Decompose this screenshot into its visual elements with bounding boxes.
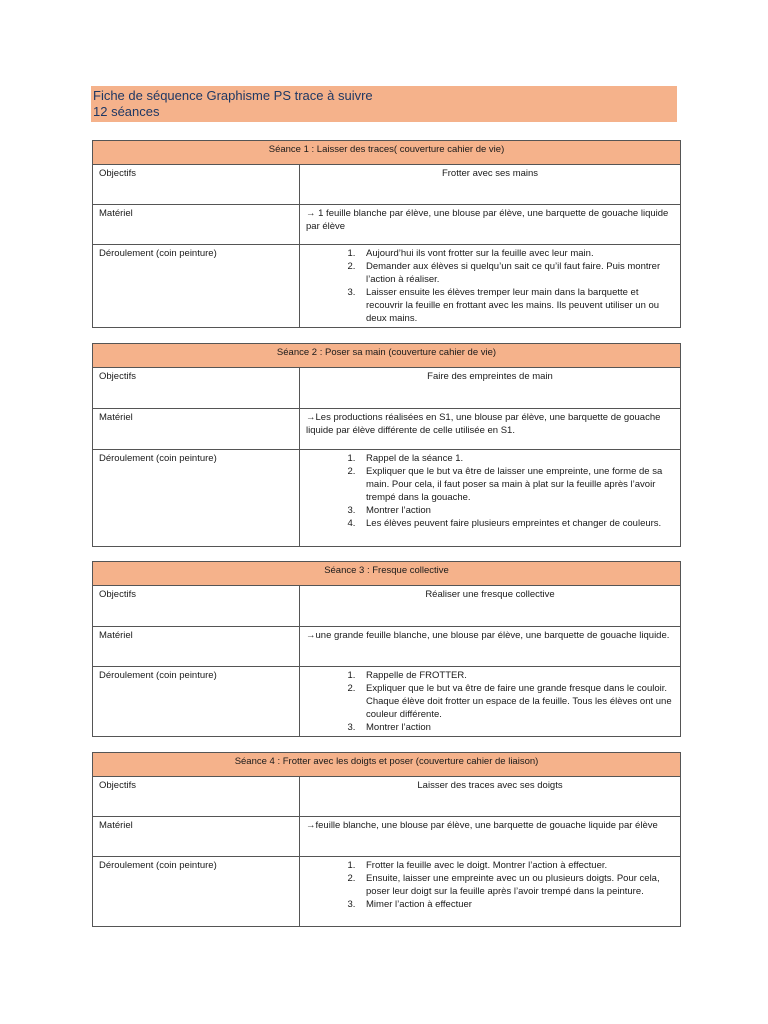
deroulement-steps <box>300 667 681 737</box>
seance-table-4 <box>92 752 681 927</box>
deroulement-steps <box>300 245 681 328</box>
step-item: 3. Laisser ensuite les élèves tremper leur main dans la barquette et recouvrir la feuille en frottant avec les mains. Ils peuvent utiliser un ou deux mains. <box>358 286 674 325</box>
materiel-label: Matériel <box>93 817 300 857</box>
seance-title: Séance 1 : Laisser des traces( couverture cahier de vie) <box>93 141 681 165</box>
materiel-label: Matériel <box>93 409 300 450</box>
document-title: Fiche de séquence Graphisme PS trace à suivre <box>93 88 373 103</box>
step-item: 2. Ensuite, laisser une empreinte avec un ou plusieurs doigts. Pour cela, poser leur doigt sur la feuille après l’avoir trempé dans la peinture. <box>358 872 674 898</box>
step-item: 2. Expliquer que le but va être de faire une grande fresque dans le couloir. Chaque élève doit frotter un espace de la feuille. Tous les élèves ont une couleur différente. <box>358 682 674 721</box>
objectif-value: Réaliser une fresque collective <box>300 586 681 627</box>
deroulement-steps <box>300 450 681 547</box>
objectif-value: Faire des empreintes de main <box>300 368 681 409</box>
step-item: 1. Rappel de la séance 1. <box>358 452 674 465</box>
seance-title: Séance 2 : Poser sa main (couverture cahier de vie) <box>93 344 681 368</box>
seance-table-2 <box>92 343 681 547</box>
document-title-box <box>91 86 677 122</box>
deroulement-label: Déroulement (coin peinture) <box>93 245 300 328</box>
document-subtitle: 12 séances <box>93 104 160 119</box>
materiel-value: →une grande feuille blanche, une blouse par élève, une barquette de gouache liquide. <box>300 627 681 667</box>
deroulement-label: Déroulement (coin peinture) <box>93 667 300 737</box>
seance-title: Séance 4 : Frotter avec les doigts et poser (couverture cahier de liaison) <box>93 753 681 777</box>
deroulement-steps <box>300 857 681 927</box>
objectif-value: Laisser des traces avec ses doigts <box>300 777 681 817</box>
seance-title: Séance 3 : Fresque collective <box>93 562 681 586</box>
step-item: 3. Mimer l’action à effectuer <box>358 898 674 911</box>
step-item: 2. Demander aux élèves si quelqu’un sait ce qu’il faut faire. Puis montrer l’action à réaliser. <box>358 260 674 286</box>
step-item: 3. Montrer l’action <box>358 721 674 734</box>
step-item: 2. Expliquer que le but va être de laisser une empreinte, une forme de sa main. Pour cela, il faut poser sa main à plat sur la feuille après l’avoir trempé dans la gouache. <box>358 465 674 504</box>
objectif-value: Frotter avec ses mains <box>300 165 681 205</box>
step-item: 1. Rappelle de FROTTER. <box>358 669 674 682</box>
materiel-label: Matériel <box>93 205 300 245</box>
materiel-label: Matériel <box>93 627 300 667</box>
seance-table-3 <box>92 561 681 737</box>
objectifs-label: Objectifs <box>93 777 300 817</box>
deroulement-label: Déroulement (coin peinture) <box>93 450 300 547</box>
step-item: 3. Montrer l’action <box>358 504 674 517</box>
step-item: 4. Les élèves peuvent faire plusieurs empreintes et changer de couleurs. <box>358 517 674 530</box>
objectifs-label: Objectifs <box>93 368 300 409</box>
step-item: 1. Aujourd’hui ils vont frotter sur la feuille avec leur main. <box>358 247 674 260</box>
materiel-value: →feuille blanche, une blouse par élève, une barquette de gouache liquide par élève <box>300 817 681 857</box>
materiel-value: → 1 feuille blanche par élève, une blouse par élève, une barquette de gouache liquide par élève <box>300 205 681 245</box>
objectifs-label: Objectifs <box>93 165 300 205</box>
materiel-value: →Les productions réalisées en S1, une blouse par élève, une barquette de gouache liquide par élève différente de celle utilisée en S1. <box>300 409 681 450</box>
objectifs-label: Objectifs <box>93 586 300 627</box>
deroulement-label: Déroulement (coin peinture) <box>93 857 300 927</box>
seance-table-1 <box>92 140 681 328</box>
step-item: 1. Frotter la feuille avec le doigt. Montrer l’action à effectuer. <box>358 859 674 872</box>
